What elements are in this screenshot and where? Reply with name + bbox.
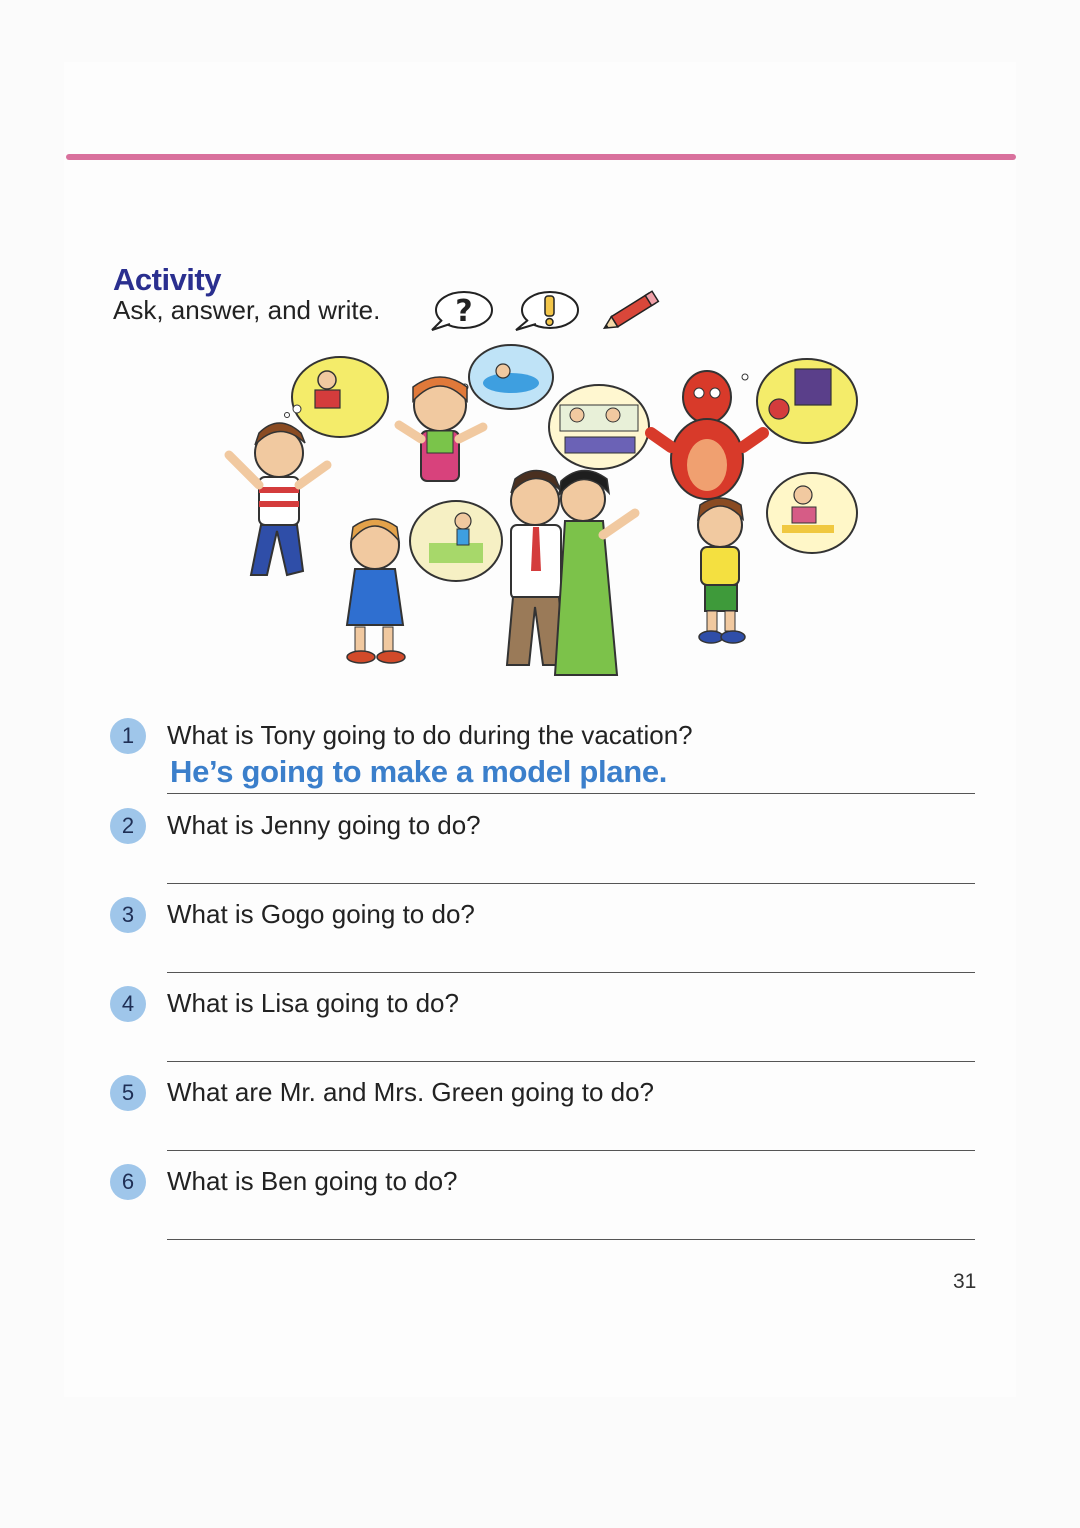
- answer-line[interactable]: [167, 972, 975, 973]
- thought-bubble-classroom: [549, 385, 649, 469]
- answer-line[interactable]: [167, 793, 975, 794]
- question-text: What is Tony going to do during the vacation?: [167, 720, 693, 750]
- characters-illustration: [215, 335, 875, 695]
- pencil-icon: [598, 290, 666, 334]
- character-lisa: [347, 519, 405, 663]
- thought-bubble-homework: [767, 473, 857, 553]
- question-5: [110, 1075, 980, 1165]
- question-number-badge: 5: [110, 1075, 146, 1111]
- question-6: [110, 1164, 980, 1254]
- question-2: [110, 808, 980, 898]
- answer-text: He’s going to make a model plane.: [170, 754, 668, 789]
- answer-line[interactable]: [167, 1061, 975, 1062]
- svg-text:?: ?: [455, 294, 473, 329]
- top-divider-rule: [66, 154, 1016, 160]
- question-speech-bubble-icon: [428, 288, 496, 334]
- question-number-badge: 4: [110, 986, 146, 1022]
- thought-bubble-swimming: [462, 345, 553, 409]
- question-number-badge: 3: [110, 897, 146, 933]
- thought-bubble-model-plane: [285, 357, 389, 437]
- question-text: What is Gogo going to do?: [167, 899, 475, 929]
- question-text: What is Jenny going to do?: [167, 810, 481, 840]
- exclamation-speech-bubble-icon: [512, 288, 582, 334]
- question-text: What is Ben going to do?: [167, 1166, 458, 1196]
- answer-line[interactable]: [167, 1150, 975, 1151]
- character-jenny: [399, 377, 483, 481]
- question-text: What are Mr. and Mrs. Green going to do?: [167, 1077, 655, 1107]
- character-mrs-green: [555, 470, 635, 675]
- activity-heading: Activity: [113, 262, 221, 297]
- character-ben: [698, 498, 745, 643]
- question-number-badge: 2: [110, 808, 146, 844]
- character-tony: [229, 423, 327, 575]
- thought-bubble-park: [410, 501, 502, 581]
- page-number: 31: [953, 1270, 977, 1293]
- question-text: What is Lisa going to do?: [167, 988, 459, 1018]
- answer-line[interactable]: [167, 883, 975, 884]
- question-3: [110, 897, 980, 987]
- answer-line[interactable]: [167, 1239, 975, 1240]
- activity-instruction: Ask, answer, and write.: [113, 295, 381, 325]
- question-number-badge: 1: [110, 718, 146, 754]
- character-gogo: [651, 371, 763, 499]
- character-mr-green: [507, 470, 565, 665]
- question-number-badge: 6: [110, 1164, 146, 1200]
- question-4: [110, 986, 980, 1076]
- question-1: [110, 718, 980, 808]
